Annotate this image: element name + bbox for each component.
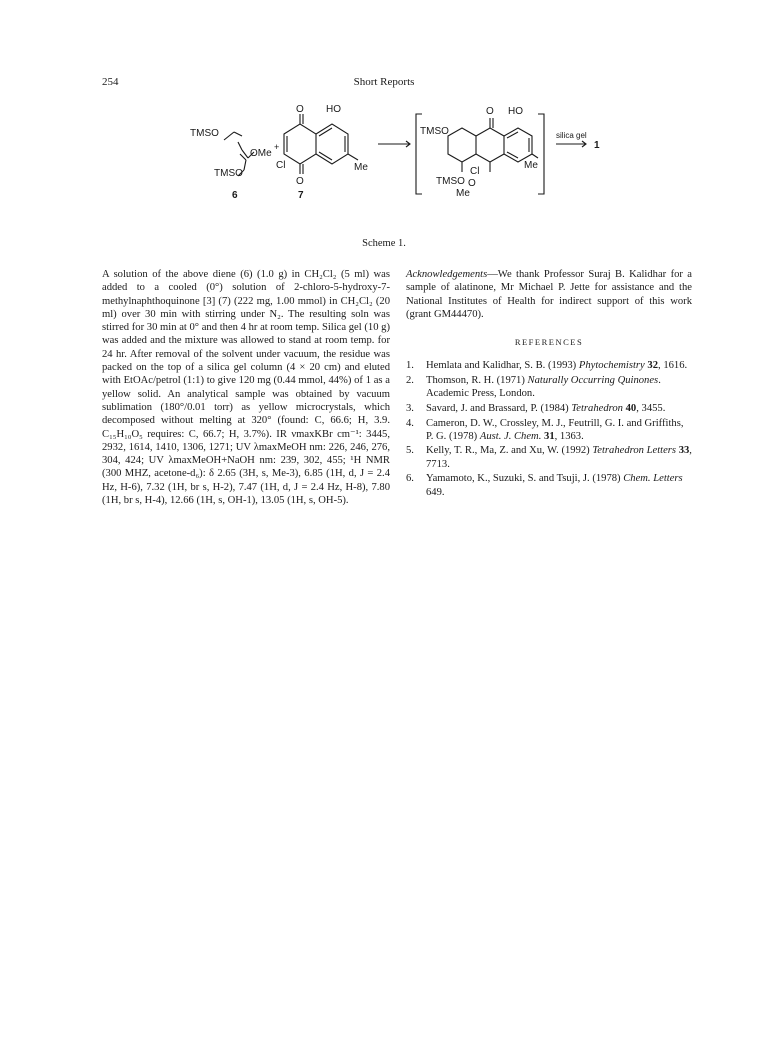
reference-authors: Thomson, R. H. (1971): [426, 375, 528, 387]
experimental-paragraph: A solution of the above diene (6) (1.0 g) in CH₂Cl₂ (5 ml) was added to a cooled (0°) solution of 2-chloro-5-hydroxy-7-methylnaphthoquinone [3] (7) (222 mg, 1.00 mmol) in CH₂Cl₂ (20 ml) over 30 min with stirring under N₂. The resulting soln was stirred for 30 min at 0° and then 4 hr at room temp. Silica gel (10 g) was added and the mixture was allowed to stand at room temp. for 24 hr. After removal of the solvent under vacuum, the residue was packed on the top of a silica gel column (4 × 20 cm) and eluted with EtOAc/petrol (1:1) to give 120 mg (0.44 mmol, 44%) of 1 as a yellow solid. An analytical sample was obtained by vacuum sublimation (180°/0.01 torr) as yellow microcrystals, which decomposed without melting at 320° (found: C, 66.6; H, 3.9. C₁₅H₁₀O₅ requires: C, 66.7; H, 3.7%). IR νmaxKBr cm⁻¹: 3445, 2932, 1614, 1410, 1306, 1271; UV λmaxMeOH nm: 226, 246, 276, 304, 424; UV λmaxMeOH+NaOH nm: 239, 302, 455; ¹H NMR (300 MHZ, acetone-d₆): δ 2.65 (3H, s, Me-3), 6.85 (1H, d, J = 2.4 Hz, H-6), 7.32 (1H, br s, H-2), 7.47 (1H, d, J = 2.4 Hz, H-8), 7.80 (1H, br s, H-4), 12.66 (1H, s, OH-1), 13.05 (1H, s, OH-5).: [102, 269, 390, 507]
adduct-structure: [416, 106, 544, 199]
reference-pages: , 1363.: [554, 430, 584, 442]
reference-item: [406, 374, 692, 401]
reference-number: 5.: [406, 445, 414, 457]
reference-number: 4.: [406, 417, 414, 429]
reference-pages: . Academic Press, London.: [426, 375, 661, 400]
reference-pages: , 3455.: [636, 402, 666, 414]
adduct-cl: Cl: [470, 166, 480, 177]
adduct-ho: HO: [508, 106, 523, 117]
reaction-arrow: [378, 141, 410, 147]
reference-pages: 649.: [426, 486, 445, 498]
reference-number: 6.: [406, 473, 414, 485]
reference-journal: Aust. J. Chem.: [479, 430, 542, 442]
quinone-o-bottom: O: [296, 176, 304, 187]
reaction-scheme: [150, 98, 630, 230]
adduct-tmso-top: TMSO: [420, 126, 449, 137]
reference-journal: Naturally Occurring Quinones: [527, 375, 659, 387]
quinone-o-top: O: [296, 104, 304, 115]
reference-authors: Yamamoto, K., Suzuki, S. and Tsuji, J. (1978): [426, 473, 624, 485]
reference-journal: Phytochemistry: [578, 360, 645, 372]
reference-number: 2.: [406, 375, 414, 387]
reference-number: 3.: [406, 402, 414, 414]
reference-item: [406, 402, 692, 415]
reference-journal: Tetrahedron Letters: [592, 445, 677, 457]
silica-arrow: [556, 131, 600, 151]
adduct-me-right: Me: [524, 160, 538, 171]
page-number: 254: [102, 76, 119, 88]
adduct-me-bottom: Me: [456, 188, 470, 199]
right-column: [406, 268, 692, 500]
reference-item: [406, 359, 692, 372]
left-column: [102, 268, 390, 507]
quinone-ho: HO: [326, 104, 341, 115]
reference-volume: 40: [625, 402, 637, 414]
reference-list: [406, 359, 692, 498]
diene-plus: +: [274, 142, 280, 152]
reference-pages: , 1616.: [658, 360, 688, 372]
naphthoquinone-structure: [276, 104, 368, 201]
reference-authors: Cameron, D. W., Crossley, M. J., Feutrill, G. I. and Griffiths, P. G. (1978): [426, 417, 684, 442]
reference-item: [406, 472, 692, 499]
quinone-me: Me: [354, 162, 368, 173]
reference-journal: Tetrahedron: [571, 402, 623, 414]
reference-item: [406, 444, 692, 471]
reference-volume: 31: [544, 430, 555, 442]
adduct-o-bottom: O: [468, 178, 476, 189]
running-title: Short Reports: [353, 76, 415, 88]
compound-6-label: 6: [232, 190, 238, 201]
acknowledgements-text: —We thank Professor Suraj B. Kalidhar for a sample of alatinone, Mr Michael P. Jette for assistance and the National Institutes of Health for indirect support of this work (grant GM44470).: [406, 269, 692, 320]
diene-tmso-top: TMSO: [190, 128, 219, 139]
reference-journal: Chem. Letters: [623, 473, 683, 485]
reference-volume: 32: [647, 360, 659, 372]
diene-tmso-bottom: TMSO: [214, 168, 243, 179]
references-heading: REFERENCES: [514, 337, 584, 348]
reference-pages: , 7713.: [426, 445, 692, 470]
reference-authors: Hemlata and Kalidhar, S. B. (1993): [426, 360, 579, 372]
reference-authors: Savard, J. and Brassard, P. (1984): [426, 402, 572, 414]
scheme-caption: Scheme 1.: [362, 238, 406, 249]
acknowledgements-heading: Acknowledgements: [406, 269, 488, 280]
reference-item: [406, 417, 692, 444]
reference-authors: Kelly, T. R., Ma, Z. and Xu, W. (1992): [426, 445, 593, 457]
quinone-cl: Cl: [276, 160, 286, 171]
acknowledgements-paragraph: [406, 268, 692, 321]
reference-volume: 33: [678, 445, 690, 457]
product-label: 1: [594, 140, 600, 151]
diene-ome: OMe: [250, 148, 272, 159]
reference-number: 1.: [406, 360, 414, 372]
adduct-o-top: O: [486, 106, 494, 117]
compound-7-label: 7: [298, 190, 304, 201]
diene-structure: [190, 128, 279, 201]
reagent-label: silica gel: [556, 131, 587, 140]
page-header: [0, 76, 768, 92]
adduct-tmso-bottom: TMSO: [436, 176, 465, 187]
